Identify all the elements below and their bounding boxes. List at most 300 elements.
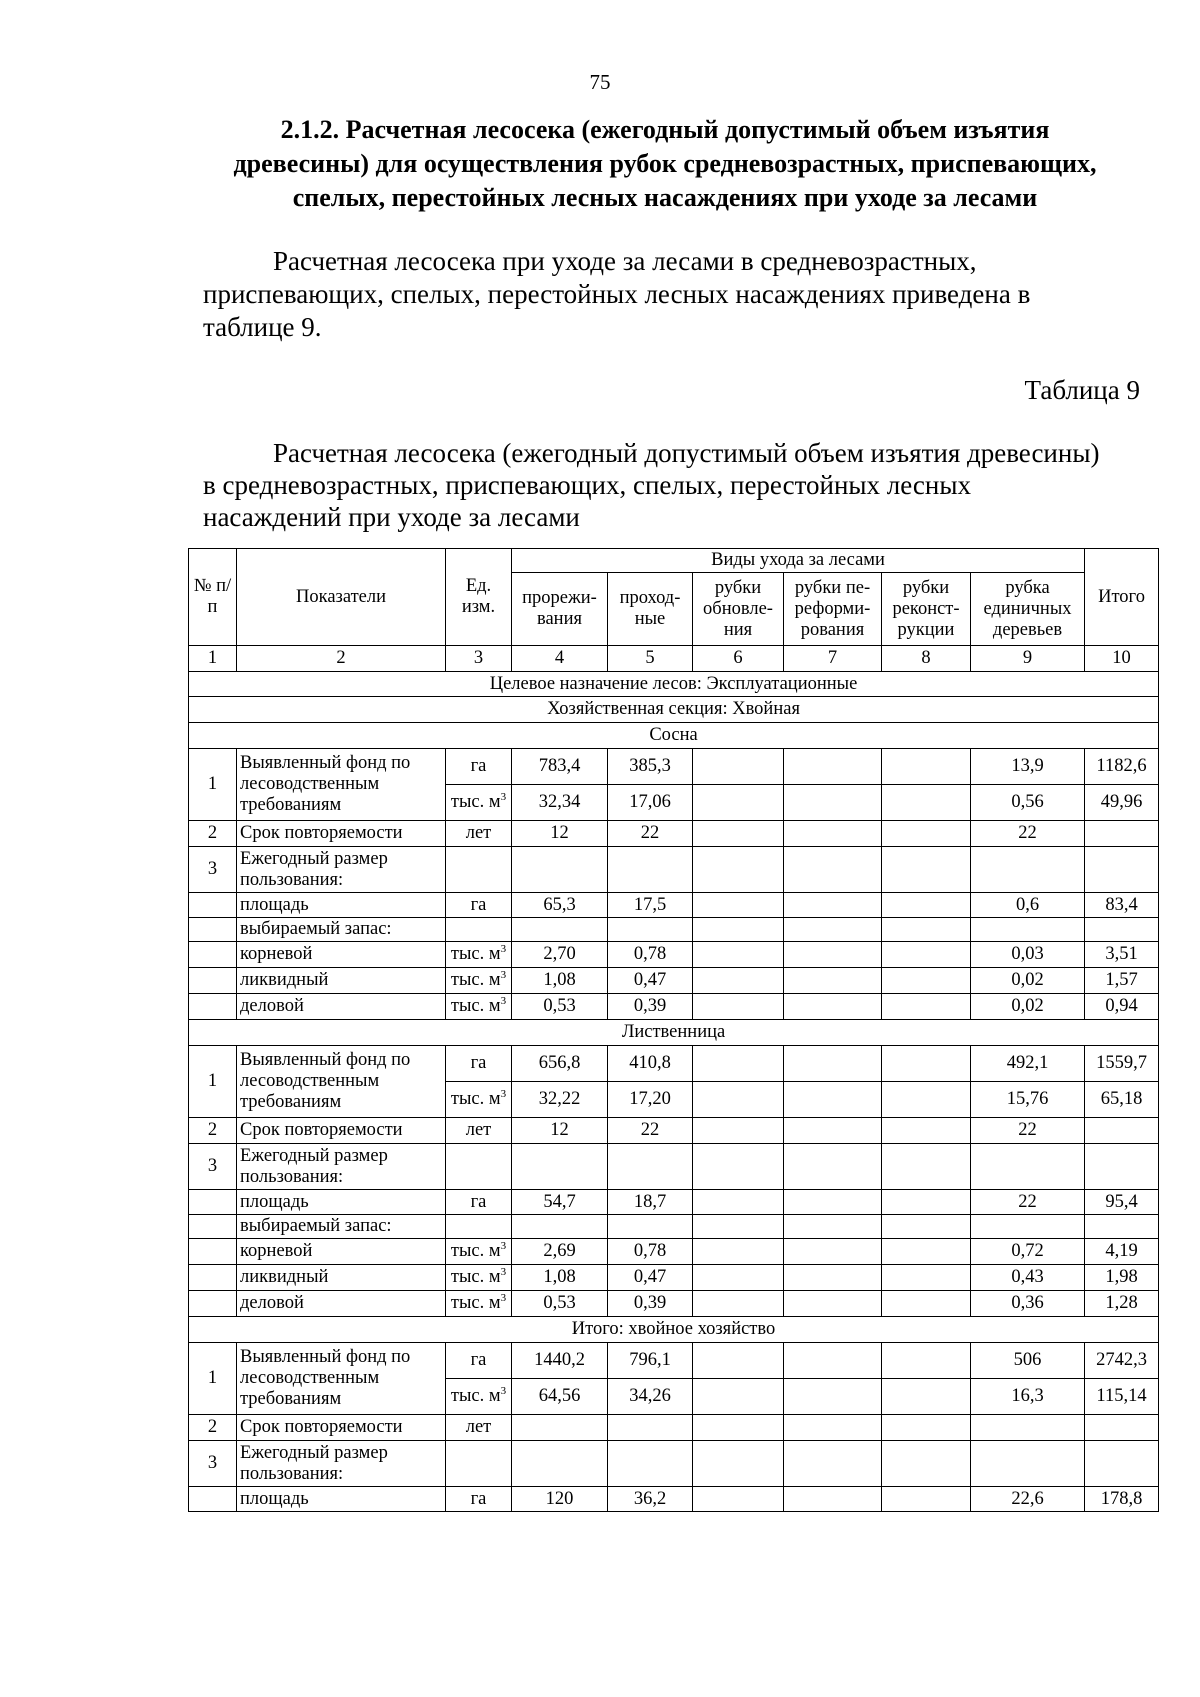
value-cell: 34,26 xyxy=(608,1379,693,1415)
unit-cell: га xyxy=(446,1046,512,1082)
label-cell: Срок повторяемости xyxy=(237,821,446,847)
header-cell-type: рубки обновле-ния xyxy=(693,573,784,646)
table-row xyxy=(189,893,1159,918)
header-cell-group: Виды ухода за лесами xyxy=(512,549,1085,573)
empty-cell xyxy=(608,1144,693,1190)
intro-line: Расчетная лесосека при уходе за лесами в средневозрастных, xyxy=(273,246,977,276)
value-cell: 16,3 xyxy=(971,1379,1085,1415)
value-cell xyxy=(1085,821,1159,847)
value-cell: 0,78 xyxy=(608,942,693,968)
value-cell: 2,70 xyxy=(512,942,608,968)
value-cell xyxy=(1085,1118,1159,1144)
unit-cell: лет xyxy=(446,821,512,847)
label-cell: площадь xyxy=(237,1487,446,1512)
intro-paragraph xyxy=(203,245,1150,344)
empty-cell xyxy=(512,847,608,893)
row-number-cell: 1 xyxy=(189,1343,237,1415)
empty-cell xyxy=(882,1441,971,1487)
table-row xyxy=(189,1144,1159,1190)
value-cell xyxy=(693,785,784,821)
header-cell-indicators: Показатели xyxy=(237,549,446,646)
table-row xyxy=(189,1046,1159,1082)
value-cell xyxy=(784,1291,882,1317)
value-cell xyxy=(882,821,971,847)
unit-superscript: 3 xyxy=(500,968,507,981)
value-cell: 22 xyxy=(971,1190,1085,1215)
value-cell: 796,1 xyxy=(608,1343,693,1379)
label-cell: корневой xyxy=(237,1239,446,1265)
value-cell: 385,3 xyxy=(608,749,693,785)
unit-superscript: 3 xyxy=(500,942,507,955)
value-cell xyxy=(882,1265,971,1291)
empty-cell xyxy=(1085,1441,1159,1487)
section-title xyxy=(190,113,1140,215)
table-row xyxy=(189,1118,1159,1144)
value-cell: 17,20 xyxy=(608,1082,693,1118)
empty-cell xyxy=(882,1144,971,1190)
column-number-cell: 5 xyxy=(608,646,693,672)
value-cell xyxy=(693,1291,784,1317)
empty-cell xyxy=(189,994,237,1020)
table-row xyxy=(189,1239,1159,1265)
column-number-cell: 6 xyxy=(693,646,784,672)
value-cell: 0,53 xyxy=(512,994,608,1020)
label-cell: Выявленный фонд по лесоводственным требованиям xyxy=(237,1046,446,1118)
section-title-line: 2.1.2. Расчетная лесосека (ежегодный допустимый объем изъятия xyxy=(280,115,1050,144)
unit-text: тыс. м xyxy=(450,996,501,1016)
row-number-cell: 2 xyxy=(189,1415,237,1441)
value-cell: 0,47 xyxy=(608,968,693,994)
value-cell xyxy=(784,1379,882,1415)
value-cell xyxy=(882,1239,971,1265)
value-cell: 0,36 xyxy=(971,1291,1085,1317)
value-cell xyxy=(693,942,784,968)
label-cell: Срок повторяемости xyxy=(237,1118,446,1144)
value-cell: 115,14 xyxy=(1085,1379,1159,1415)
section-title-line: древесины) для осуществления рубок средневозрастных, приспевающих, xyxy=(233,149,1097,178)
value-cell xyxy=(784,1239,882,1265)
value-cell xyxy=(882,1190,971,1215)
row-number-cell: 3 xyxy=(189,1441,237,1487)
column-number-row xyxy=(189,646,1159,672)
table-row xyxy=(189,749,1159,785)
unit-superscript: 3 xyxy=(500,1239,507,1252)
value-cell: 18,7 xyxy=(608,1190,693,1215)
value-cell: 178,8 xyxy=(1085,1487,1159,1512)
empty-cell xyxy=(971,1144,1085,1190)
table-caption-line: насаждений при уходе за лесами xyxy=(203,502,580,532)
header-cell-type: проход-ные xyxy=(608,573,693,646)
value-cell: 0,43 xyxy=(971,1265,1085,1291)
unit-cell xyxy=(446,942,512,968)
value-cell: 1,08 xyxy=(512,968,608,994)
value-cell xyxy=(882,994,971,1020)
value-cell: 0,02 xyxy=(971,968,1085,994)
unit-superscript: 3 xyxy=(500,1291,507,1304)
empty-cell xyxy=(446,847,512,893)
value-cell xyxy=(693,893,784,918)
unit-cell xyxy=(446,1379,512,1415)
value-cell: 95,4 xyxy=(1085,1190,1159,1215)
value-cell: 17,5 xyxy=(608,893,693,918)
group-title-row xyxy=(189,723,1159,749)
empty-cell xyxy=(693,1144,784,1190)
value-cell xyxy=(693,1379,784,1415)
value-cell: 17,06 xyxy=(608,785,693,821)
label-cell: Ежегодный размер пользования: xyxy=(237,847,446,893)
unit-cell: га xyxy=(446,1487,512,1512)
value-cell xyxy=(784,1415,882,1441)
value-cell xyxy=(784,1487,882,1512)
empty-cell xyxy=(693,1441,784,1487)
value-cell xyxy=(693,1239,784,1265)
label-cell: ликвидный xyxy=(237,1265,446,1291)
value-cell xyxy=(882,1487,971,1512)
table-row xyxy=(189,821,1159,847)
table-row xyxy=(189,918,1159,942)
unit-cell: га xyxy=(446,893,512,918)
group-title-row xyxy=(189,1317,1159,1343)
label-cell: корневой xyxy=(237,942,446,968)
column-number-cell: 10 xyxy=(1085,646,1159,672)
unit-superscript: 3 xyxy=(500,790,507,803)
value-cell: 54,7 xyxy=(512,1190,608,1215)
value-cell: 22,6 xyxy=(971,1487,1085,1512)
unit-cell: га xyxy=(446,1343,512,1379)
page-number: 75 xyxy=(589,70,611,94)
label-cell: Срок повторяемости xyxy=(237,1415,446,1441)
value-cell: 1559,7 xyxy=(1085,1046,1159,1082)
value-cell xyxy=(693,968,784,994)
value-cell: 15,76 xyxy=(971,1082,1085,1118)
value-cell xyxy=(693,1082,784,1118)
value-cell: 0,94 xyxy=(1085,994,1159,1020)
value-cell: 2,69 xyxy=(512,1239,608,1265)
value-cell xyxy=(784,749,882,785)
empty-cell xyxy=(189,893,237,918)
value-cell: 1,08 xyxy=(512,1265,608,1291)
header-cell-total: Итого xyxy=(1085,549,1159,646)
header-cell-unit: Ед. изм. xyxy=(446,549,512,646)
value-cell xyxy=(882,1343,971,1379)
value-cell: 1,98 xyxy=(1085,1265,1159,1291)
unit-superscript: 3 xyxy=(500,1265,507,1278)
label-cell: выбираемый запас: xyxy=(237,918,446,942)
purpose-row xyxy=(189,672,1159,697)
value-cell: 506 xyxy=(971,1343,1085,1379)
header-row xyxy=(189,549,1159,573)
value-cell: 83,4 xyxy=(1085,893,1159,918)
value-cell xyxy=(784,994,882,1020)
unit-cell xyxy=(446,1082,512,1118)
empty-cell xyxy=(512,1215,608,1239)
unit-text: тыс. м xyxy=(450,792,501,812)
unit-cell xyxy=(446,968,512,994)
value-cell: 12 xyxy=(512,1118,608,1144)
value-cell xyxy=(882,785,971,821)
empty-cell xyxy=(882,918,971,942)
empty-cell xyxy=(608,918,693,942)
empty-cell xyxy=(693,847,784,893)
data-table xyxy=(188,548,1159,1512)
table-body xyxy=(189,549,1159,1512)
value-cell xyxy=(693,1118,784,1144)
label-cell: деловой xyxy=(237,1291,446,1317)
unit-text: тыс. м xyxy=(450,1267,501,1287)
label-cell: Ежегодный размер пользования: xyxy=(237,1441,446,1487)
value-cell: 22 xyxy=(971,1118,1085,1144)
table-caption-line: в средневозрастных, приспевающих, спелых, перестойных лесных xyxy=(203,470,972,500)
value-cell xyxy=(882,1046,971,1082)
empty-cell xyxy=(608,1215,693,1239)
unit-text: тыс. м xyxy=(450,1293,501,1313)
table-caption xyxy=(203,437,1150,533)
label-cell: площадь xyxy=(237,1190,446,1215)
column-number-cell: 3 xyxy=(446,646,512,672)
value-cell xyxy=(693,994,784,1020)
column-number-cell: 9 xyxy=(971,646,1085,672)
value-cell: 0,47 xyxy=(608,1265,693,1291)
value-cell: 492,1 xyxy=(971,1046,1085,1082)
value-cell xyxy=(882,893,971,918)
empty-cell xyxy=(512,918,608,942)
empty-cell xyxy=(1085,1144,1159,1190)
empty-cell xyxy=(189,942,237,968)
empty-cell xyxy=(784,1144,882,1190)
row-number-cell: 3 xyxy=(189,847,237,893)
unit-cell xyxy=(446,785,512,821)
table-row xyxy=(189,1487,1159,1512)
table-row xyxy=(189,1415,1159,1441)
value-cell xyxy=(784,1082,882,1118)
value-cell xyxy=(693,1487,784,1512)
group-title-cell: Лиственница xyxy=(189,1020,1159,1046)
section-title-line: спелых, перестойных лесных насаждениях при уходе за лесами xyxy=(292,183,1038,212)
column-number-cell: 2 xyxy=(237,646,446,672)
empty-cell xyxy=(882,1215,971,1239)
value-cell: 0,6 xyxy=(971,893,1085,918)
unit-cell xyxy=(446,1239,512,1265)
empty-cell xyxy=(784,918,882,942)
column-number-cell: 4 xyxy=(512,646,608,672)
empty-cell xyxy=(189,968,237,994)
empty-cell xyxy=(189,1215,237,1239)
value-cell: 22 xyxy=(971,821,1085,847)
value-cell: 0,72 xyxy=(971,1239,1085,1265)
empty-cell xyxy=(1085,847,1159,893)
value-cell: 4,19 xyxy=(1085,1239,1159,1265)
value-cell: 1,57 xyxy=(1085,968,1159,994)
value-cell: 0,53 xyxy=(512,1291,608,1317)
purpose-cell: Целевое назначение лесов: Эксплуатационные xyxy=(189,672,1159,697)
value-cell: 64,56 xyxy=(512,1379,608,1415)
value-cell: 36,2 xyxy=(608,1487,693,1512)
value-cell xyxy=(693,1343,784,1379)
value-cell xyxy=(882,1291,971,1317)
unit-text: тыс. м xyxy=(450,944,501,964)
label-cell: выбираемый запас: xyxy=(237,1215,446,1239)
unit-cell xyxy=(446,1291,512,1317)
unit-cell xyxy=(446,1265,512,1291)
value-cell: 13,9 xyxy=(971,749,1085,785)
value-cell: 32,34 xyxy=(512,785,608,821)
value-cell: 2742,3 xyxy=(1085,1343,1159,1379)
table-row xyxy=(189,1215,1159,1239)
label-cell: Выявленный фонд по лесоводственным требованиям xyxy=(237,749,446,821)
table-row xyxy=(189,847,1159,893)
table-row xyxy=(189,994,1159,1020)
unit-cell: лет xyxy=(446,1118,512,1144)
value-cell: 32,22 xyxy=(512,1082,608,1118)
label-cell: площадь xyxy=(237,893,446,918)
empty-cell xyxy=(512,1441,608,1487)
value-cell: 120 xyxy=(512,1487,608,1512)
value-cell xyxy=(693,1190,784,1215)
value-cell xyxy=(1085,1415,1159,1441)
empty-cell xyxy=(189,1239,237,1265)
empty-cell xyxy=(608,1441,693,1487)
intro-line: приспевающих, спелых, перестойных лесных насаждениях приведена в xyxy=(203,279,1031,309)
group-title-cell: Итого: хвойное хозяйство xyxy=(189,1317,1159,1343)
empty-cell xyxy=(1085,918,1159,942)
value-cell xyxy=(971,1415,1085,1441)
empty-cell xyxy=(971,1441,1085,1487)
value-cell xyxy=(784,785,882,821)
value-cell xyxy=(512,1415,608,1441)
table-row xyxy=(189,942,1159,968)
value-cell xyxy=(882,749,971,785)
value-cell: 65,3 xyxy=(512,893,608,918)
label-cell: деловой xyxy=(237,994,446,1020)
value-cell: 0,02 xyxy=(971,994,1085,1020)
unit-text: тыс. м xyxy=(450,970,501,990)
empty-cell xyxy=(971,847,1085,893)
value-cell: 0,03 xyxy=(971,942,1085,968)
row-number-cell: 2 xyxy=(189,821,237,847)
section-cell: Хозяйственная секция: Хвойная xyxy=(189,697,1159,723)
empty-cell xyxy=(693,918,784,942)
empty-cell xyxy=(971,1215,1085,1239)
table-row xyxy=(189,1441,1159,1487)
section-row xyxy=(189,697,1159,723)
value-cell xyxy=(882,942,971,968)
row-number-cell: 3 xyxy=(189,1144,237,1190)
value-cell: 410,8 xyxy=(608,1046,693,1082)
header-cell-type: прорежи-вания xyxy=(512,573,608,646)
value-cell xyxy=(784,1343,882,1379)
empty-cell xyxy=(189,918,237,942)
table-row xyxy=(189,968,1159,994)
value-cell: 65,18 xyxy=(1085,1082,1159,1118)
intro-line: таблице 9. xyxy=(203,312,322,342)
value-cell xyxy=(784,1118,882,1144)
empty-cell xyxy=(446,1144,512,1190)
table-label: Таблица 9 xyxy=(1024,375,1140,405)
value-cell: 22 xyxy=(608,1118,693,1144)
table-caption-line: Расчетная лесосека (ежегодный допустимый объем изъятия древесины) xyxy=(273,438,1100,468)
value-cell: 1182,6 xyxy=(1085,749,1159,785)
empty-cell xyxy=(446,1441,512,1487)
value-cell: 0,39 xyxy=(608,994,693,1020)
column-number-cell: 7 xyxy=(784,646,882,672)
table-row xyxy=(189,1291,1159,1317)
value-cell xyxy=(882,968,971,994)
value-cell xyxy=(608,1415,693,1441)
value-cell: 783,4 xyxy=(512,749,608,785)
value-cell xyxy=(693,821,784,847)
row-number-cell: 1 xyxy=(189,1046,237,1118)
value-cell xyxy=(784,968,882,994)
value-cell xyxy=(784,942,882,968)
value-cell xyxy=(693,1415,784,1441)
unit-text: тыс. м xyxy=(450,1241,501,1261)
unit-superscript: 3 xyxy=(500,1384,507,1397)
unit-text: тыс. м xyxy=(450,1386,501,1406)
unit-text: тыс. м xyxy=(450,1089,501,1109)
value-cell xyxy=(784,821,882,847)
value-cell: 12 xyxy=(512,821,608,847)
empty-cell xyxy=(189,1265,237,1291)
empty-cell xyxy=(608,847,693,893)
table-row xyxy=(189,1190,1159,1215)
label-cell: Ежегодный размер пользования: xyxy=(237,1144,446,1190)
table-row xyxy=(189,1343,1159,1379)
empty-cell xyxy=(446,918,512,942)
group-title-row xyxy=(189,1020,1159,1046)
value-cell: 1440,2 xyxy=(512,1343,608,1379)
empty-cell xyxy=(189,1291,237,1317)
value-cell: 656,8 xyxy=(512,1046,608,1082)
unit-cell: га xyxy=(446,1190,512,1215)
value-cell: 1,28 xyxy=(1085,1291,1159,1317)
empty-cell xyxy=(784,1215,882,1239)
value-cell xyxy=(784,1265,882,1291)
value-cell xyxy=(882,1082,971,1118)
group-title-cell: Сосна xyxy=(189,723,1159,749)
value-cell xyxy=(784,893,882,918)
value-cell xyxy=(693,1046,784,1082)
empty-cell xyxy=(512,1144,608,1190)
header-cell-type: рубки реконст-рукции xyxy=(882,573,971,646)
column-number-cell: 8 xyxy=(882,646,971,672)
value-cell: 0,39 xyxy=(608,1291,693,1317)
value-cell xyxy=(882,1118,971,1144)
label-cell: ликвидный xyxy=(237,968,446,994)
value-cell xyxy=(882,1379,971,1415)
header-cell-num: № п/п xyxy=(189,549,237,646)
label-cell: Выявленный фонд по лесоводственным требованиям xyxy=(237,1343,446,1415)
value-cell xyxy=(693,1265,784,1291)
row-number-cell: 2 xyxy=(189,1118,237,1144)
empty-cell xyxy=(1085,1215,1159,1239)
empty-cell xyxy=(882,847,971,893)
value-cell: 22 xyxy=(608,821,693,847)
unit-cell: лет xyxy=(446,1415,512,1441)
row-number-cell: 1 xyxy=(189,749,237,821)
header-cell-type: рубки пе-реформи-рования xyxy=(784,573,882,646)
value-cell xyxy=(784,1190,882,1215)
value-cell xyxy=(784,1046,882,1082)
table-row xyxy=(189,1265,1159,1291)
unit-cell: га xyxy=(446,749,512,785)
value-cell: 49,96 xyxy=(1085,785,1159,821)
empty-cell xyxy=(693,1215,784,1239)
column-number-cell: 1 xyxy=(189,646,237,672)
empty-cell xyxy=(971,918,1085,942)
value-cell xyxy=(693,749,784,785)
value-cell xyxy=(882,1415,971,1441)
empty-cell xyxy=(189,1487,237,1512)
